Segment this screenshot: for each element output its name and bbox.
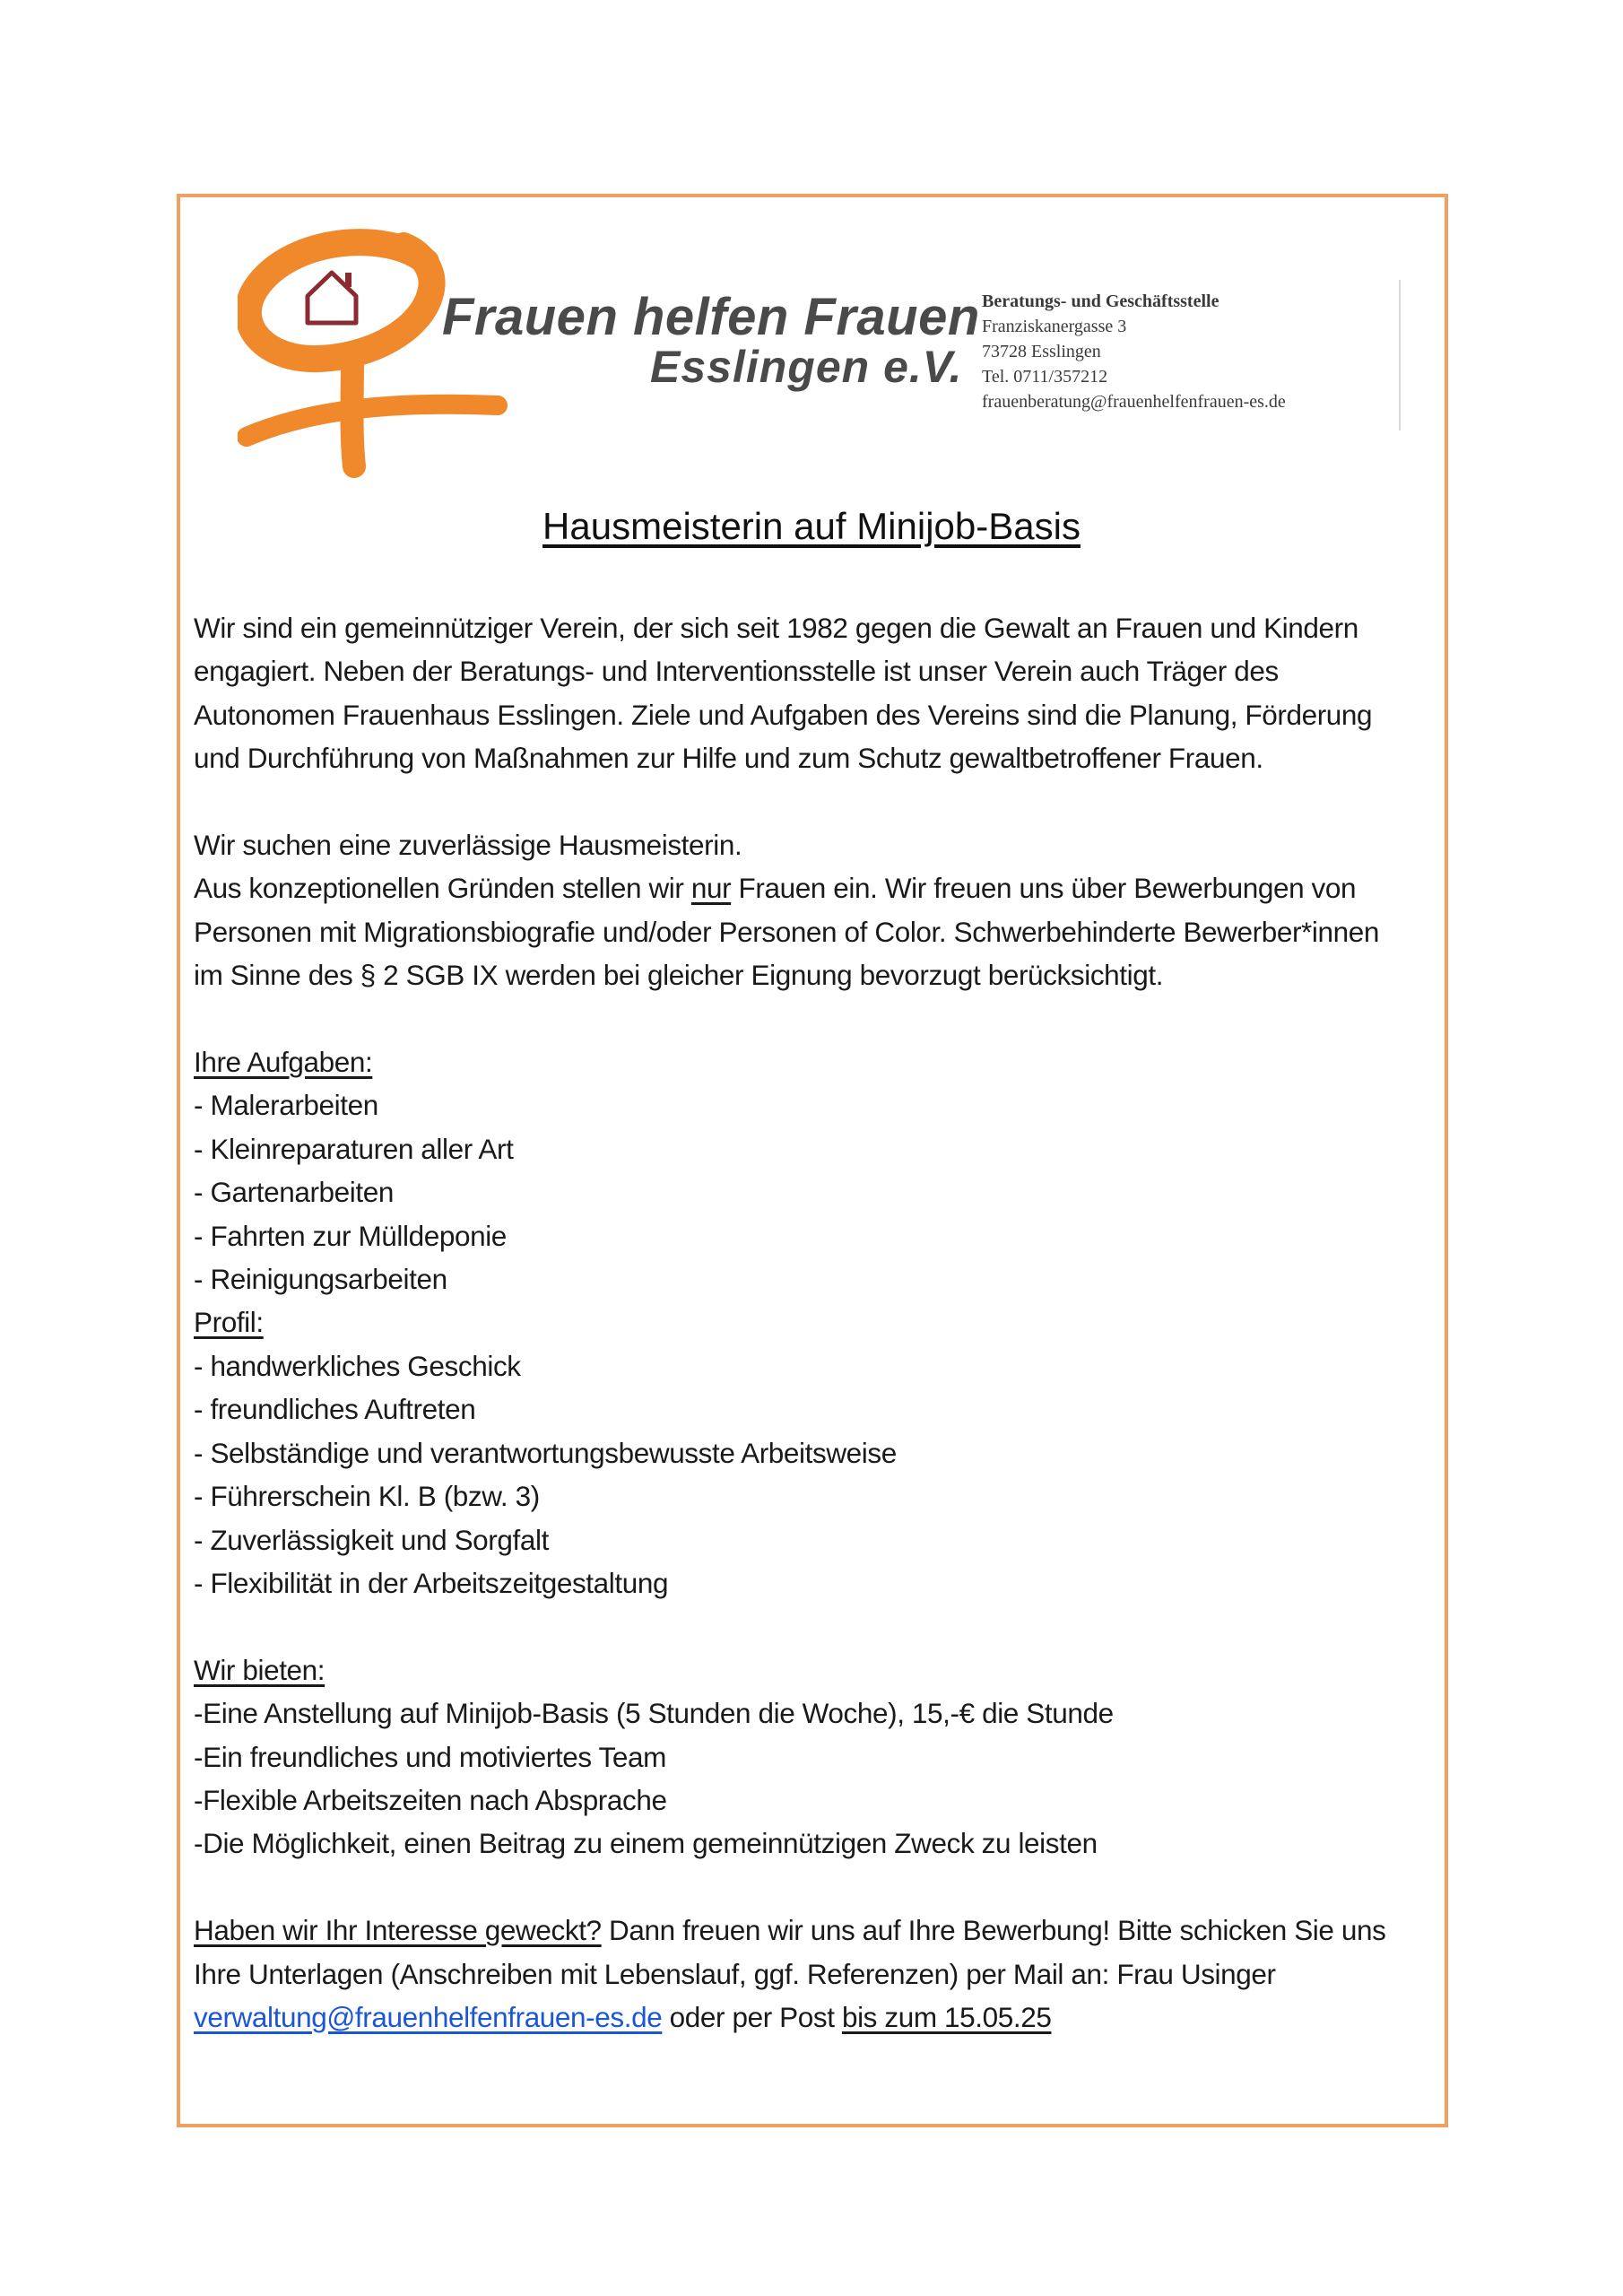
tasks-heading: Ihre Aufgaben: xyxy=(194,1046,373,1079)
intro-line: und Durchführung von Maßnahmen zur Hilfe und zum Schutz gewaltbetroffener Frauen. xyxy=(194,742,1263,775)
office-address xyxy=(982,289,1286,414)
list-item: - Malerarbeiten xyxy=(194,1089,378,1122)
deadline: bis zum 15.05.25 xyxy=(841,2000,1052,2033)
list-item: - Zuverlässigkeit und Sorgfalt xyxy=(194,1523,549,1556)
intro-line: engagiert. Neben der Beratungs- und Interventionsstelle ist unser Verein auch Träger des xyxy=(194,655,1279,688)
search-paragraph xyxy=(194,823,1436,997)
emphasis-nur: nur xyxy=(690,872,732,905)
tasks-section xyxy=(194,1040,1436,1300)
divider xyxy=(1399,280,1401,430)
org-name-line1: Frauen helfen Frauen xyxy=(442,288,980,346)
list-item: - Fahrten zur Mülldeponie xyxy=(194,1219,507,1252)
list-item: -Flexible Arbeitszeiten nach Absprache xyxy=(194,1783,667,1816)
list-item: - Reinigungsarbeiten xyxy=(194,1263,447,1296)
document-body xyxy=(194,606,1436,2039)
closing-line: Ihre Unterlagen (Anschreiben mit Lebenslauf, ggf. Referenzen) per Mail an: Frau Usinger xyxy=(194,1957,1276,1990)
intro-line: Wir sind ein gemeinnütziger Verein, der sich seit 1982 gegen die Gewalt an Frauen und Kindern xyxy=(194,612,1358,644)
closing-line xyxy=(194,1909,1436,1952)
office-email: frauenberatung@frauenhelfenfrauen-es.de xyxy=(982,392,1286,412)
list-item: - Flexibilität in der Arbeitszeitgestaltung xyxy=(194,1566,669,1599)
profile-section xyxy=(194,1300,1436,1605)
office-street: Franziskanergasse 3 xyxy=(982,317,1127,336)
search-line: Personen mit Migrationsbiografie und/oder Personen of Color. Schwerbehinderte Bewerber*innen xyxy=(194,915,1379,948)
search-text: Frauen ein. Wir freuen uns über Bewerbungen von xyxy=(731,872,1357,905)
offer-heading: Wir bieten: xyxy=(194,1653,325,1686)
list-item: - Selbständige und verantwortungsbewusste Arbeitsweise xyxy=(194,1436,897,1469)
page-title: Hausmeisterin auf Minijob-Basis xyxy=(542,505,1081,547)
intro-line: Autonomen Frauenhaus Esslingen. Ziele und Aufgaben des Vereins sind die Planung, Förderung xyxy=(194,698,1373,731)
search-line: Wir suchen eine zuverlässige Hausmeisterin. xyxy=(194,829,742,862)
list-item: -Eine Anstellung auf Minijob-Basis (5 Stunden die Woche), 15,-€ die Stunde xyxy=(194,1697,1114,1730)
office-heading: Beratungs- und Geschäftsstelle xyxy=(982,291,1219,311)
list-item: -Die Möglichkeit, einen Beitrag zu einem gemeinnützigen Zweck zu leisten xyxy=(194,1827,1098,1860)
profile-heading: Profil: xyxy=(194,1306,264,1339)
list-item: - Gartenarbeiten xyxy=(194,1176,394,1209)
org-name-line2: Esslingen e.V. xyxy=(650,342,963,392)
email-link[interactable]: verwaltung@frauenhelfenfrauen-es.de xyxy=(194,2000,663,2033)
closing-text: oder per Post xyxy=(662,2000,842,2033)
closing-question: Haben wir Ihr Interesse geweckt? xyxy=(194,1914,602,1947)
list-item: - Führerschein Kl. B (bzw. 3) xyxy=(194,1480,540,1513)
intro-paragraph xyxy=(194,606,1436,780)
search-line: im Sinne des § 2 SGB IX werden bei gleicher Eignung bevorzugt berücksichtigt. xyxy=(194,959,1164,992)
search-line xyxy=(194,866,1436,909)
letterhead xyxy=(238,226,1421,486)
closing-line xyxy=(194,1996,1436,2039)
search-text: Aus konzeptionellen Gründen stellen wir xyxy=(194,872,691,905)
offer-section xyxy=(194,1648,1436,1866)
closing-paragraph xyxy=(194,1909,1436,2039)
office-phone: Tel. 0711/357212 xyxy=(982,367,1108,387)
closing-text: Dann freuen wir uns auf Ihre Bewerbung! Bitte schicken Sie uns xyxy=(601,1914,1386,1947)
list-item: - handwerkliches Geschick xyxy=(194,1349,521,1382)
office-city: 73728 Esslingen xyxy=(982,342,1101,361)
list-item: -Ein freundliches und motiviertes Team xyxy=(194,1740,666,1773)
list-item: - Kleinreparaturen aller Art xyxy=(194,1132,514,1165)
list-item: - freundliches Auftreten xyxy=(194,1393,476,1426)
